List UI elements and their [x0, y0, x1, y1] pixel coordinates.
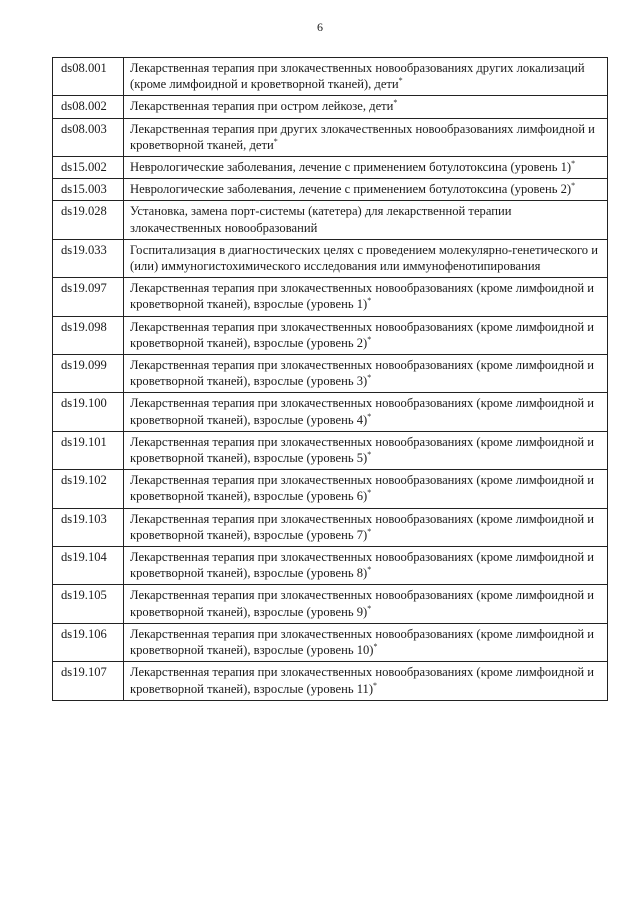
table-row	[53, 393, 608, 431]
footnote-marker: *	[367, 373, 372, 383]
table-row	[53, 58, 608, 96]
row-description	[124, 623, 608, 661]
row-code: ds19.102	[53, 470, 124, 508]
row-description-text: Лекарственная терапия при злокачественных новообразованиях (кроме лимфоидной и кроветворной тканей), взрослые (уровень 7)	[130, 511, 595, 542]
row-description	[124, 201, 608, 239]
row-description-text: Лекарственная терапия при злокачественных новообразованиях (кроме лимфоидной и кроветворной тканей), взрослые (уровень 4)	[130, 396, 595, 427]
row-description-text: Госпитализация в диагностических целях с проведением молекулярно-генетического и (или) иммуногистохимического исследования или иммунофенотипирования	[130, 242, 598, 274]
table-row	[53, 118, 608, 156]
table-row	[53, 662, 608, 700]
row-description	[124, 278, 608, 316]
table-row	[53, 355, 608, 393]
row-code: ds19.105	[53, 585, 124, 623]
row-code: ds08.002	[53, 96, 124, 118]
row-code: ds15.003	[53, 179, 124, 201]
table-row	[53, 508, 608, 546]
footnote-marker: *	[367, 449, 372, 459]
row-code: ds19.106	[53, 623, 124, 661]
row-description-text: Установка, замена порт-системы (катетера) для лекарственной терапии злокачественных новообразований	[130, 204, 512, 235]
row-description-text: Лекарственная терапия при злокачественных новообразованиях (кроме лимфоидной и кроветворной тканей), взрослые (уровень 8)	[130, 550, 595, 581]
footnote-marker: *	[367, 565, 372, 575]
table-row	[53, 96, 608, 118]
table-row	[53, 431, 608, 469]
table-row	[53, 179, 608, 201]
row-code: ds19.101	[53, 431, 124, 469]
row-description-text: Лекарственная терапия при злокачественных новообразованиях других локализаций (кроме лимфоидной и кроветворной тканей), дети	[130, 61, 585, 92]
footnote-marker: *	[373, 680, 378, 690]
row-description-text: Лекарственная терапия при остром лейкозе, дети	[130, 99, 394, 114]
row-description	[124, 316, 608, 354]
table-row	[53, 201, 608, 239]
footnote-marker: *	[398, 76, 403, 86]
row-code: ds19.100	[53, 393, 124, 431]
row-code: ds19.099	[53, 355, 124, 393]
row-description-text: Неврологические заболевания, лечение с применением ботулотоксина (уровень 1)	[130, 160, 572, 175]
row-description	[124, 508, 608, 546]
footnote-marker: *	[367, 603, 372, 613]
footnote-marker: *	[571, 181, 576, 191]
row-description	[124, 96, 608, 118]
row-description-text: Лекарственная терапия при злокачественных новообразованиях (кроме лимфоидной и кроветворной тканей), взрослые (уровень 3)	[130, 358, 595, 389]
row-description	[124, 58, 608, 96]
row-code: ds08.003	[53, 118, 124, 156]
footnote-marker: *	[367, 526, 372, 536]
table-row	[53, 316, 608, 354]
footnote-marker: *	[393, 98, 398, 108]
row-description	[124, 547, 608, 585]
tariff-codes-table	[52, 57, 608, 701]
table-row	[53, 547, 608, 585]
row-description-text: Лекарственная терапия при злокачественных новообразованиях (кроме лимфоидной и кроветворной тканей), взрослые (уровень 6)	[130, 473, 595, 504]
row-description	[124, 585, 608, 623]
row-description	[124, 118, 608, 156]
footnote-marker: *	[367, 334, 372, 344]
footnote-marker: *	[373, 641, 378, 651]
row-description-text: Неврологические заболевания, лечение с применением ботулотоксина (уровень 2)	[130, 182, 572, 197]
row-description-text: Лекарственная терапия при злокачественных новообразованиях (кроме лимфоидной и кроветворной тканей), взрослые (уровень 9)	[130, 588, 595, 619]
page-number: 6	[317, 20, 323, 34]
row-description-text: Лекарственная терапия при злокачественных новообразованиях (кроме лимфоидной и кроветворной тканей), взрослые (уровень 11)	[130, 665, 595, 696]
row-description	[124, 355, 608, 393]
footnote-marker: *	[367, 488, 372, 498]
row-code: ds19.104	[53, 547, 124, 585]
row-description	[124, 179, 608, 201]
table-row	[53, 157, 608, 179]
row-description	[124, 470, 608, 508]
table-row	[53, 585, 608, 623]
row-code: ds19.107	[53, 662, 124, 700]
table-row	[53, 278, 608, 316]
row-description	[124, 157, 608, 179]
row-description	[124, 431, 608, 469]
row-description	[124, 662, 608, 700]
footnote-marker: *	[367, 411, 372, 421]
row-description-text: Лекарственная терапия при злокачественных новообразованиях (кроме лимфоидной и кроветворной тканей), взрослые (уровень 2)	[130, 319, 595, 350]
row-code: ds08.001	[53, 58, 124, 96]
table-row	[53, 470, 608, 508]
row-description	[124, 393, 608, 431]
row-description-text: Лекарственная терапия при злокачественных новообразованиях (кроме лимфоидной и кроветворной тканей), взрослые (уровень 10)	[130, 626, 595, 658]
footnote-marker: *	[571, 158, 576, 168]
footnote-marker: *	[273, 136, 278, 146]
row-description	[124, 239, 608, 277]
row-code: ds19.033	[53, 239, 124, 277]
row-description-text: Лекарственная терапия при других злокачественных новообразованиях лимфоидной и кроветворной тканей, дети	[130, 121, 595, 152]
table-body	[53, 58, 608, 701]
row-code: ds19.098	[53, 316, 124, 354]
row-code: ds19.028	[53, 201, 124, 239]
row-description-text: Лекарственная терапия при злокачественных новообразованиях (кроме лимфоидной и кроветворной тканей), взрослые (уровень 5)	[130, 434, 595, 466]
table-row	[53, 239, 608, 277]
row-code: ds19.103	[53, 508, 124, 546]
row-code: ds19.097	[53, 278, 124, 316]
row-description-text: Лекарственная терапия при злокачественных новообразованиях (кроме лимфоидной и кроветворной тканей), взрослые (уровень 1)	[130, 281, 595, 312]
footnote-marker: *	[367, 296, 372, 306]
row-code: ds15.002	[53, 157, 124, 179]
table-row	[53, 623, 608, 661]
